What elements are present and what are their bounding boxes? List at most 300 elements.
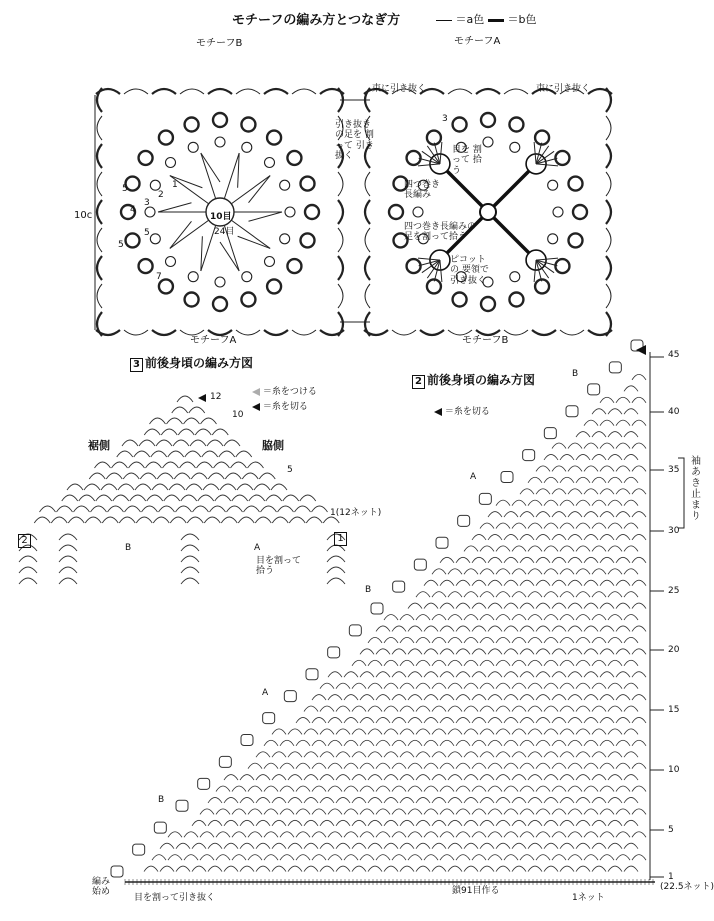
chain-loop (97, 144, 102, 168)
scallop-stitch (424, 580, 438, 586)
scallop-stitch (496, 660, 510, 666)
edge-stitch (19, 567, 37, 573)
scallop-stitch (210, 506, 226, 512)
sec2-row-20: 20 (668, 645, 680, 655)
scallop-stitch (304, 729, 318, 735)
scallop-stitch (552, 740, 566, 746)
scallop-stitch (336, 729, 350, 735)
scallop-stitch (152, 855, 166, 861)
scallop-stitch (480, 683, 494, 689)
scallop-stitch (552, 717, 566, 723)
stitch-loop (300, 233, 314, 247)
scallop-stitch (201, 418, 217, 424)
stitch-loop (553, 207, 563, 217)
scallop-stitch (632, 489, 646, 495)
scallop-stitch (424, 855, 438, 861)
chain-loop (448, 89, 472, 94)
scallop-stitch (328, 740, 342, 746)
scallop-stitch (512, 866, 526, 872)
scallop-stitch (432, 660, 446, 666)
scallop-stitch (448, 592, 462, 598)
scallop-stitch (296, 855, 310, 861)
chain-loop (338, 284, 343, 308)
section2-number: 2 (412, 375, 425, 389)
scallop-stitch (360, 763, 374, 769)
scallop-stitch (600, 626, 614, 632)
scallop-stitch (424, 740, 438, 746)
stitch-loop (242, 272, 252, 282)
scallop-stitch (112, 462, 128, 468)
scallop-stitch (360, 649, 374, 655)
scallop-stitch (147, 495, 163, 501)
scallop-stitch (150, 418, 166, 424)
scallop-stitch (632, 809, 646, 815)
scallop-stitch (512, 843, 526, 849)
scallop-stitch (576, 820, 590, 826)
scallop-stitch (40, 506, 56, 512)
scallop-stitch (544, 615, 558, 621)
scallop-stitch (238, 517, 254, 523)
scallop-stitch (236, 451, 252, 457)
scallop-stitch (632, 855, 646, 861)
chart-decorations (636, 345, 684, 528)
scallop-stitch (280, 763, 294, 769)
scallop-stitch (496, 797, 510, 803)
chain-loop (236, 330, 260, 335)
stitch-loop (166, 158, 176, 168)
scallop-stitch (608, 432, 622, 438)
scallop-stitch (256, 797, 270, 803)
border-loop (501, 472, 513, 483)
scallop-stitch (600, 420, 614, 426)
scallop-stitch (440, 809, 454, 815)
edge-stitch (59, 578, 77, 584)
scallop-stitch (352, 752, 366, 758)
scallop-stitch (312, 809, 326, 815)
scallop-stitch (304, 706, 318, 712)
scallop-stitch (568, 512, 582, 518)
scallop-stitch (225, 473, 241, 479)
border-loop (219, 756, 231, 767)
scallop-stitch (255, 517, 271, 523)
round-number: 3 (144, 198, 150, 208)
scallop-stitch (480, 797, 494, 803)
scallop-stitch (568, 557, 582, 563)
scallop-stitch (296, 740, 310, 746)
scallop-stitch (456, 649, 470, 655)
legend-a-text: ＝a色 (455, 13, 485, 26)
scallop-stitch (208, 797, 222, 803)
scallop-stitch (560, 797, 574, 803)
scallop-stitch (600, 717, 614, 723)
edge-stitch (59, 545, 77, 551)
stitch-loop (407, 259, 421, 273)
scallop-stitch (440, 763, 454, 769)
scallop-stitch (536, 557, 550, 563)
scallop-stitch (288, 775, 302, 781)
scallop-stitch (472, 534, 486, 540)
scallop-stitch (472, 580, 486, 586)
scallop-stitch (400, 729, 414, 735)
scallop-stitch (288, 729, 302, 735)
scallop-stitch (248, 809, 262, 815)
scallop-stitch (480, 546, 494, 552)
scallop-stitch (440, 695, 454, 701)
stitch-loop (548, 180, 558, 190)
scallop-stitch (592, 523, 606, 529)
scallop-stitch (440, 717, 454, 723)
scallop-stitch (624, 569, 638, 575)
scallop-stitch (195, 429, 211, 435)
scallop-stitch (616, 717, 630, 723)
scallop-stitch (184, 418, 200, 424)
scallop-stitch (584, 466, 598, 472)
scallop-stitch (376, 832, 390, 838)
scallop-stitch (328, 672, 342, 678)
scallop-stitch (256, 866, 270, 872)
sec3-pick-note: 目を割って 拾う (256, 556, 302, 577)
scallop-stitch (560, 546, 574, 552)
scallop-stitch (576, 683, 590, 689)
scallop-stitch (528, 843, 542, 849)
star-edge (238, 236, 271, 248)
scallop-stitch (592, 820, 606, 826)
scallop-stitch (576, 592, 590, 598)
scallop-stitch (536, 809, 550, 815)
scallop-stitch (488, 512, 502, 518)
scallop-stitch (536, 740, 550, 746)
chain-loop (365, 200, 370, 224)
chain-loop (180, 89, 204, 94)
scallop-stitch (504, 626, 518, 632)
scallop-stitch (464, 820, 478, 826)
scallop-stitch (512, 820, 526, 826)
scallop-stitch (224, 820, 238, 826)
round-number: 2 (158, 190, 164, 200)
note-split-stitch: 目を 割って 拾う (452, 145, 482, 176)
scallop-stitch (488, 809, 502, 815)
edge-stitch (181, 578, 199, 584)
scallop-stitch (600, 512, 614, 518)
scallop-stitch (101, 484, 117, 490)
stitch-loop (267, 279, 281, 293)
edge-stitch (19, 578, 37, 584)
scallop-stitch (416, 866, 430, 872)
scallop-stitch (496, 546, 510, 552)
scallop-stitch (400, 660, 414, 666)
scallop-stitch (288, 843, 302, 849)
stitch-loop (241, 118, 255, 132)
scallop-stitch (616, 443, 630, 449)
scallop-stitch (320, 683, 334, 689)
scallop-stitch (204, 517, 220, 523)
scallop-stitch (416, 683, 430, 689)
motif-section-title: モチーフの編み方とつなぎ方 (232, 13, 401, 28)
scallop-stitch (480, 706, 494, 712)
scallop-stitch (488, 786, 502, 792)
scallop-stitch (312, 832, 326, 838)
scallop-stitch (384, 866, 398, 872)
scallop-stitch (424, 717, 438, 723)
scallop-stitch (608, 660, 622, 666)
scallop-stitch (544, 775, 558, 781)
scallop-stitch (512, 592, 526, 598)
scallop-stitch (432, 752, 446, 758)
stitch-loop (242, 142, 252, 152)
scallop-stitch (448, 615, 462, 621)
scallop-stitch (512, 797, 526, 803)
scallop-stitch (208, 473, 224, 479)
scallop-stitch (632, 374, 646, 380)
scallop-stitch (592, 409, 606, 415)
stitch-loop (285, 207, 295, 217)
chain-loop (124, 89, 148, 94)
scallop-stitch (400, 820, 414, 826)
scallop-stitch (220, 484, 236, 490)
scallop-stitch (624, 477, 638, 483)
scallop-stitch (240, 797, 254, 803)
scallop-stitch (608, 615, 622, 621)
scallop-stitch (472, 717, 486, 723)
motif-label-bottom-right: モチーフB (462, 335, 509, 346)
scallop-stitch (376, 626, 390, 632)
scallop-stitch (512, 660, 526, 666)
scallop-stitch (616, 626, 630, 632)
scallop-stitch (254, 484, 270, 490)
round-number: 5 (144, 228, 150, 238)
scallop-stitch (129, 462, 145, 468)
scallop-stitch (520, 786, 534, 792)
chain-loop (476, 89, 500, 94)
scallop-stitch (408, 672, 422, 678)
scallop-stitch (560, 500, 574, 506)
scallop-stitch (288, 820, 302, 826)
scallop-stitch (344, 763, 358, 769)
scallop-stitch (288, 797, 302, 803)
scallop-stitch (272, 729, 286, 735)
scallop-stitch (504, 717, 518, 723)
scallop-stitch (576, 569, 590, 575)
scallop-stitch (169, 484, 185, 490)
scallop-stitch (272, 820, 286, 826)
scallop-stitch (448, 637, 462, 643)
scallop-stitch (480, 866, 494, 872)
scallop-stitch (176, 843, 190, 849)
stitch-loop (453, 292, 467, 306)
scallop-stitch (232, 809, 246, 815)
scallop-stitch (472, 786, 486, 792)
border-loop (436, 537, 448, 548)
scallop-stitch (528, 592, 542, 598)
scallop-stitch (360, 832, 374, 838)
scallop-stitch (259, 473, 275, 479)
scallop-stitch (520, 809, 534, 815)
scallop-stitch (512, 706, 526, 712)
scallop-stitch (264, 832, 278, 838)
scallop-stitch (568, 466, 582, 472)
scallop-stitch (632, 466, 646, 472)
chain-loop (532, 330, 556, 335)
border-loop (328, 647, 340, 658)
scallop-stitch (512, 775, 526, 781)
scallop-stitch (156, 440, 172, 446)
scallop-stitch (520, 672, 534, 678)
edge-stitch (59, 534, 77, 540)
scallop-stitch (328, 786, 342, 792)
scallop-stitch (576, 432, 590, 438)
stitch-loop (453, 118, 467, 132)
scallop-stitch (208, 843, 222, 849)
scallop-stitch (520, 489, 534, 495)
note-quad-treble: 四つ巻き 長編み (404, 180, 441, 201)
legend-cut (252, 402, 308, 412)
stitch-loop (215, 277, 225, 287)
border-loop (111, 866, 123, 877)
scallop-stitch (592, 615, 606, 621)
scallop-stitch (528, 660, 542, 666)
scallop-stitch (544, 797, 558, 803)
scallop-stitch (320, 866, 334, 872)
scallop-stitch (544, 523, 558, 529)
scallop-stitch (584, 603, 598, 609)
scallop-stitch (272, 866, 286, 872)
scallop-stitch (432, 706, 446, 712)
scallop-stitch (376, 786, 390, 792)
scallop-stitch (616, 420, 630, 426)
scallop-stitch (456, 626, 470, 632)
scallop-stitch (440, 786, 454, 792)
scallop-stitch (496, 866, 510, 872)
scallop-stitch (624, 409, 638, 415)
scallop-stitch (592, 866, 606, 872)
scallop-stitch (304, 820, 318, 826)
scallop-stitch (568, 603, 582, 609)
border-loop (414, 559, 426, 570)
scallop-stitch (472, 763, 486, 769)
scallop-stitch (408, 763, 422, 769)
scallop-stitch (328, 695, 342, 701)
scallop-stitch (336, 683, 350, 689)
scallop-stitch (608, 797, 622, 803)
scallop-stitch (312, 695, 326, 701)
border-loop (349, 625, 361, 636)
scallop-stitch (190, 440, 206, 446)
sec3-row-1: 1(12ネット) (330, 508, 382, 518)
edge-stitch (181, 545, 199, 551)
scallop-stitch (552, 557, 566, 563)
scallop-stitch (600, 397, 614, 403)
scallop-stitch (360, 695, 374, 701)
border-loop (284, 691, 296, 702)
star-edge (158, 203, 191, 212)
scallop-stitch (180, 462, 196, 468)
scallop-stitch (144, 429, 160, 435)
scallop-stitch (432, 797, 446, 803)
chain-loop (292, 330, 316, 335)
scallop-stitch (592, 752, 606, 758)
scallop-stitch (616, 672, 630, 678)
scallop-stitch (146, 462, 162, 468)
scallop-stitch (344, 740, 358, 746)
scallop-stitch (472, 603, 486, 609)
chain-loop (606, 144, 611, 168)
stitch-loop (427, 131, 441, 145)
stitch-loop (481, 297, 495, 311)
stitch-loop (510, 272, 520, 282)
box-number: 2 (18, 534, 31, 548)
scallop-stitch (384, 637, 398, 643)
scallop-stitch (584, 717, 598, 723)
section3-number: 3 (130, 358, 143, 372)
scallop-stitch (496, 752, 510, 758)
scallop-stitch (536, 855, 550, 861)
scallop-stitch (344, 717, 358, 723)
scallop-stitch (256, 820, 270, 826)
scallop-stitch (544, 546, 558, 552)
edge-stitch (19, 556, 37, 562)
scallop-stitch (296, 809, 310, 815)
scallop-stitch (504, 695, 518, 701)
scallop-stitch (168, 832, 182, 838)
scallop-stitch (159, 506, 175, 512)
scallop-stitch (608, 592, 622, 598)
scallop-stitch (488, 626, 502, 632)
scallop-stitch (384, 797, 398, 803)
scallop-stitch (240, 820, 254, 826)
scallop-stitch (504, 809, 518, 815)
scallop-stitch (576, 615, 590, 621)
scallop-stitch (616, 809, 630, 815)
scallop-stitch (616, 397, 630, 403)
scallop-stitch (289, 517, 305, 523)
scallop-stitch (496, 569, 510, 575)
sec2-label-b: B (158, 795, 165, 805)
scallop-stitch (624, 729, 638, 735)
scallop-stitch (552, 603, 566, 609)
scallop-stitch (600, 443, 614, 449)
scallop-stitch (416, 706, 430, 712)
scallop-stitch (336, 866, 350, 872)
scallop-stitch (560, 752, 574, 758)
scallop-stitch (456, 580, 470, 586)
scallop-stitch (544, 683, 558, 689)
scallop-stitch (336, 843, 350, 849)
scallop-stitch (616, 534, 630, 540)
scallop-stitch (496, 615, 510, 621)
scallop-stitch (376, 717, 390, 723)
chain-loop (264, 89, 288, 94)
scallop-stitch (608, 729, 622, 735)
scallop-stitch (89, 473, 105, 479)
scallop-stitch (197, 462, 213, 468)
scallop-stitch (384, 706, 398, 712)
scallop-stitch (608, 683, 622, 689)
scallop-stitch (552, 580, 566, 586)
scallop-stitch (200, 809, 214, 815)
border-loop (393, 581, 405, 592)
scallop-stitch (320, 775, 334, 781)
scallop-stitch (224, 440, 240, 446)
scallop-stitch (568, 626, 582, 632)
scallop-stitch (480, 843, 494, 849)
scallop-stitch (448, 775, 462, 781)
scallop-stitch (600, 580, 614, 586)
scallop-stitch (312, 740, 326, 746)
chain-loop (97, 228, 102, 252)
scallop-stitch (320, 820, 334, 826)
scallop-stitch (170, 517, 186, 523)
scallop-stitch (584, 832, 598, 838)
